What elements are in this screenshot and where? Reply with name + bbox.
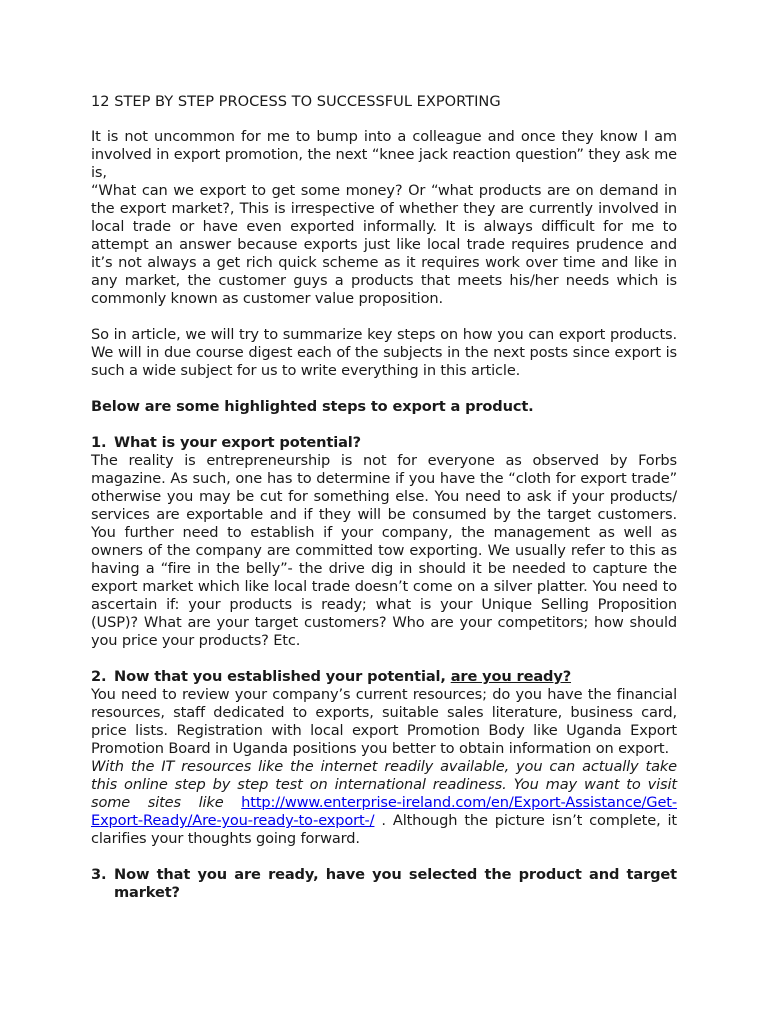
steps-lead: Below are some highlighted steps to export a product. [91,398,534,415]
step-1-number: 1. [91,434,107,451]
step-1-title: What is your export potential? [114,434,361,451]
step-2-number: 2. [91,668,107,685]
step-1-body: The reality is entrepreneurship is not for everyone as observed by Forbs magazine. As such, one has to determine if you have the “cloth for export trade” otherwise you may be cut for something else. You need to ask if your products/ services are exportable and if they will be consumed by the target customers. You further need to establish if your company, the management as well as owners of the company are committed tow exporting. We usually refer to this as having a “fire in the belly”- the drive dig in should it be needed to capture the export market which like local trade doesn’t come on a silver platter. You need to ascertain if: your products is ready; what is your Unique Selling Proposition (USP)? What are your target customers? Who are your competitors; how should you price your products? Etc. [91,452,677,649]
step-3-number: 3. [91,866,107,883]
step-3-heading [91,866,677,902]
step-2-body: You need to review your company’s current resources; do you have the financial resources, staff dedicated to exports, suitable sales literature, business card, price lists. Registration with local export Promotion Body like Uganda Export Promotion Board in Uganda positions you better to obtain information on export. [91,686,677,757]
step-2-heading [91,668,677,686]
intro-paragraph-2: “What can we export to get some money? Or “what products are on demand in the export market?, This is irrespective of whether they are currently involved in local trade or have even exported informally. It is always difficult for me to attempt an answer because exports just like local trade requires prudence and it’s not always a get rich quick scheme as it requires work over time and like in any market, the customer guys a products that meets his/her needs which is commonly known as customer value proposition. [91,182,677,307]
export-readiness-link[interactable]: http://www.enterprise-ireland.com/en/Export-Assistance/Get-Export-Ready/Are-you-ready-to-export-/ [91,794,677,829]
step-2-title-a: Now that you established your potential, [114,668,446,685]
step-2-italic-paragraph [91,758,677,848]
step-1-heading [91,434,677,452]
document-title: 12 STEP BY STEP PROCESS TO SUCCESSFUL EXPORTING [91,93,501,110]
step-2-title [114,668,677,686]
intro-paragraph-3: So in article, we will try to summarize key steps on how you can export products. We will in due course digest each of the subjects in the next posts since export is such a wide subject for us to write everything in this article. [91,326,677,379]
step-2-after-link: . Although the picture isn’t complete, it clarifies your thoughts going forward. [91,812,678,847]
document-page [91,93,677,902]
step-2-italic-text: With the IT resources like the internet readily available, you can actually take this online step by step test on international readiness. You may want to visit some sites like [91,758,677,811]
intro-paragraph-1: It is not uncommon for me to bump into a colleague and once they know I am involved in export promotion, the next “knee jack reaction question” they ask me is, [91,128,677,181]
step-3-title: Now that you are ready, have you selected the product and target market? [114,866,677,901]
step-2-title-b: are you ready? [450,668,572,685]
